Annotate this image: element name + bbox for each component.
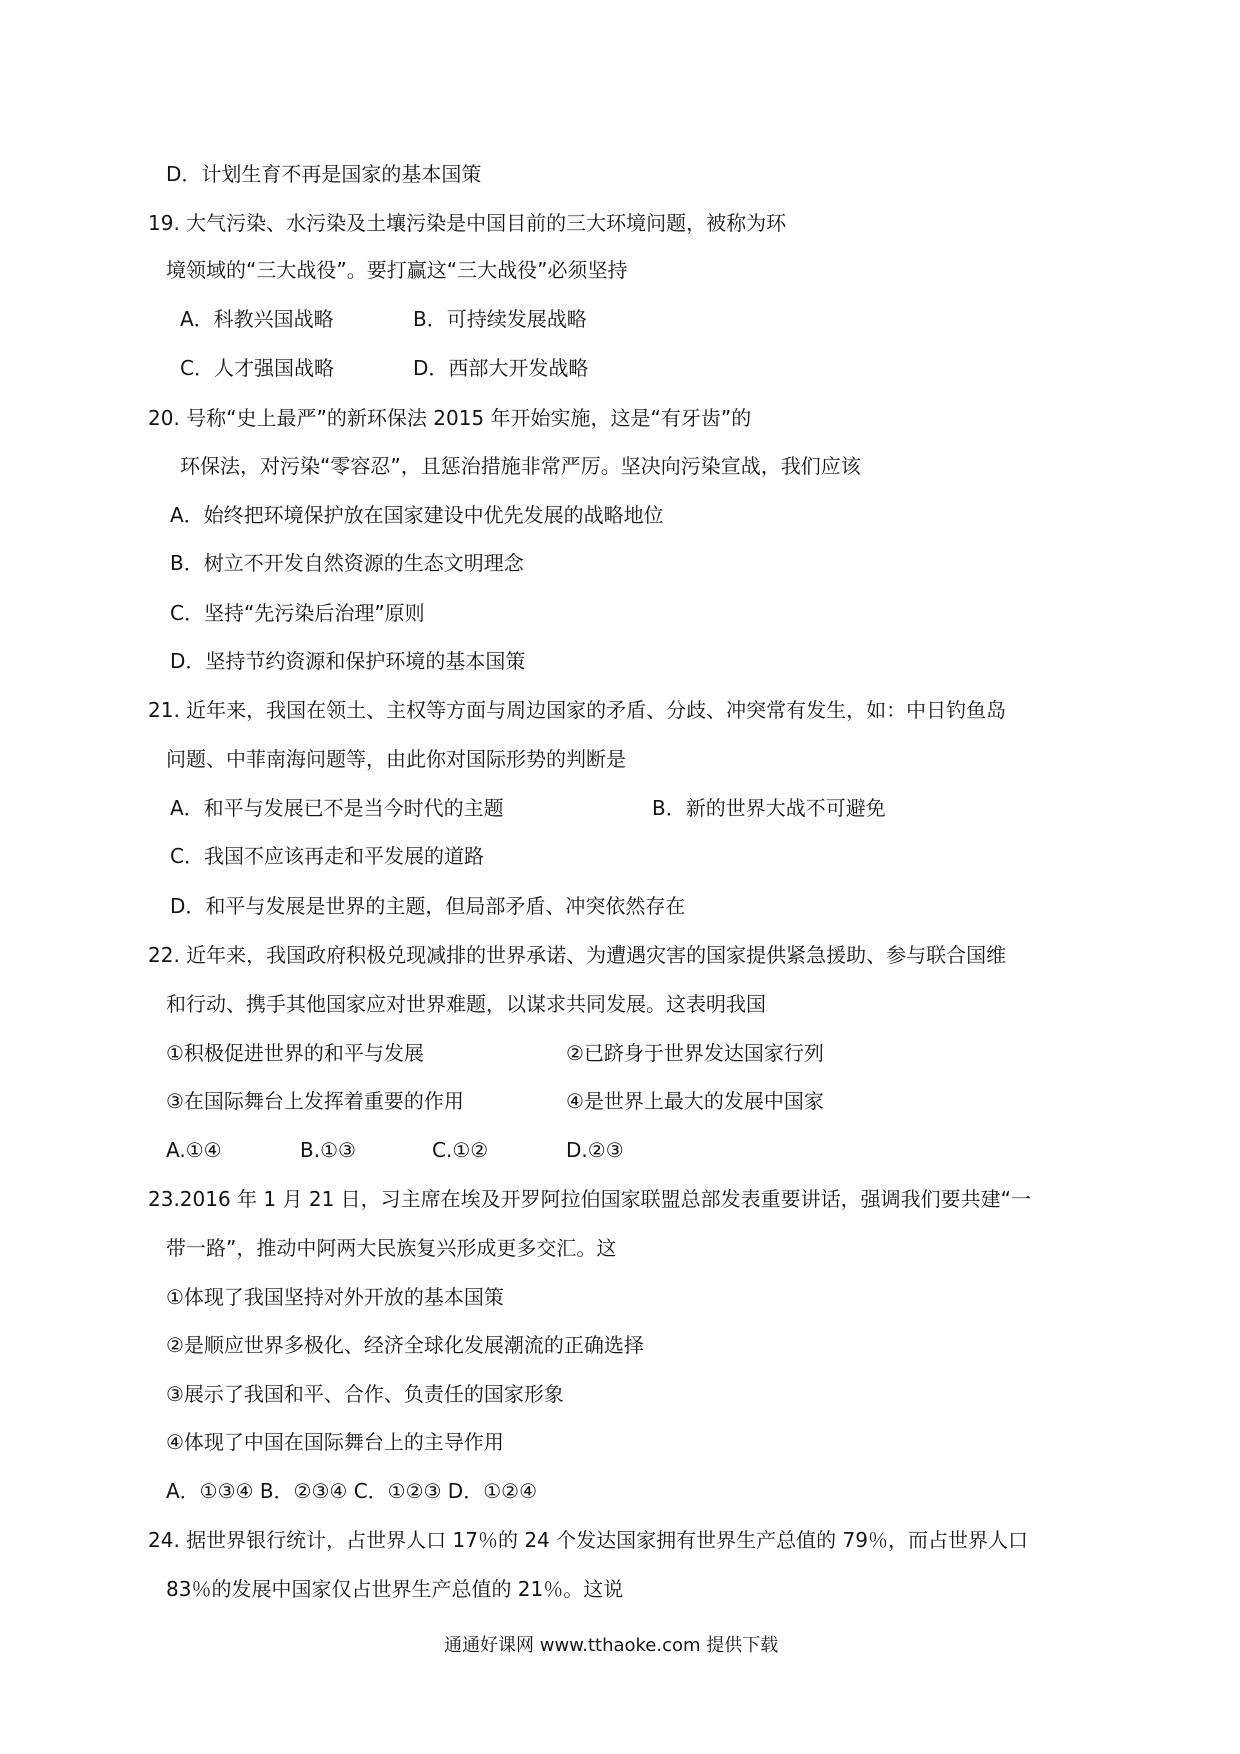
q20-option-c: C．坚持“先污染后治理”原则 xyxy=(170,601,425,625)
q21-stem-line1: 21. 近年来，我国在领土、主权等方面与周边国家的矛盾、分歧、冲突常有发生，如：中日钓鱼岛 xyxy=(148,698,1007,722)
q23-stem-line2: 带一路”，推动中阿两大民族复兴形成更多交汇。这 xyxy=(166,1236,617,1260)
q20-stem-line1: 20. 号称“史上最严”的新环保法 2015 年开始实施，这是“有牙齿”的 xyxy=(148,406,752,430)
q20-option-d: D．坚持节约资源和保护环境的基本国策 xyxy=(170,649,526,673)
q21-option-c: C．我国不应该再走和平发展的道路 xyxy=(170,844,484,868)
q22-option-c: C.①② xyxy=(432,1138,489,1162)
q19-option-b: B．可持续发展战略 xyxy=(413,307,587,331)
q19-option-a: A．科教兴国战略 xyxy=(180,307,334,331)
q21-option-a: A．和平与发展已不是当今时代的主题 xyxy=(170,796,504,820)
q22-option-a: A.①④ xyxy=(166,1138,222,1162)
q19-option-c: C．人才强国战略 xyxy=(180,356,334,380)
q22-option-b: B.①③ xyxy=(300,1138,356,1162)
q23-options: A．①③④ B．②③④ C．①②③ D．①②④ xyxy=(166,1479,537,1503)
q24-stem-line2: 83％的发展中国家仅占世界生产总值的 21％。这说 xyxy=(166,1577,624,1601)
page-footer: 通通好课网 www.tthaoke.com 提供下载 xyxy=(444,1635,779,1656)
q19-stem-line2: 境领域的“三大战役”。要打赢这“三大战役”必须坚持 xyxy=(166,258,628,282)
q21-stem-line2: 问题、中菲南海问题等，由此你对国际形势的判断是 xyxy=(166,747,626,771)
q20-stem-line2: 环保法，对污染“零容忍”，且惩治措施非常严厉。坚决向污染宣战，我们应该 xyxy=(180,454,861,478)
q22-statement-3: ③在国际舞台上发挥着重要的作用 xyxy=(166,1089,464,1113)
q23-stem-line1: 23.2016 年 1 月 21 日，习主席在埃及开罗阿拉伯国家联盟总部发表重要讲话，强调我们要共建“一 xyxy=(148,1187,1032,1211)
q23-statement-4: ④体现了中国在国际舞台上的主导作用 xyxy=(166,1430,504,1454)
q22-statement-4: ④是世界上最大的发展中国家 xyxy=(566,1089,824,1113)
q20-option-a: A．始终把环境保护放在国家建设中优先发展的战略地位 xyxy=(170,503,664,527)
q22-stem-line1: 22. 近年来，我国政府积极兑现减排的世界承诺、为遭遇灾害的国家提供紧急援助、参与联合国维 xyxy=(148,943,1007,967)
q24-stem-line1: 24. 据世界银行统计，占世界人口 17％的 24 个发达国家拥有世界生产总值的 79％，而占世界人口 xyxy=(148,1528,1028,1552)
q21-option-d: D．和平与发展是世界的主题，但局部矛盾、冲突依然存在 xyxy=(170,894,686,918)
q19-option-d: D．西部大开发战略 xyxy=(413,356,589,380)
q23-statement-3: ③展示了我国和平、合作、负责任的国家形象 xyxy=(166,1382,564,1406)
q22-statement-2: ②已跻身于世界发达国家行列 xyxy=(566,1041,824,1065)
q23-statement-1: ①体现了我国坚持对外开放的基本国策 xyxy=(166,1285,504,1309)
q23-statement-2: ②是顺应世界多极化、经济全球化发展潮流的正确选择 xyxy=(166,1333,644,1357)
q22-option-d: D.②③ xyxy=(566,1138,624,1162)
q18-option-d: D．计划生育不再是国家的基本国策 xyxy=(166,162,482,186)
q20-option-b: B．树立不开发自然资源的生态文明理念 xyxy=(170,551,524,575)
q21-option-b: B．新的世界大战不可避免 xyxy=(652,796,886,820)
q22-stem-line2: 和行动、携手其他国家应对世界难题，以谋求共同发展。这表明我国 xyxy=(166,992,766,1016)
q19-stem-line1: 19. 大气污染、水污染及土壤污染是中国目前的三大环境问题，被称为环 xyxy=(148,211,787,235)
q22-statement-1: ①积极促进世界的和平与发展 xyxy=(166,1041,424,1065)
